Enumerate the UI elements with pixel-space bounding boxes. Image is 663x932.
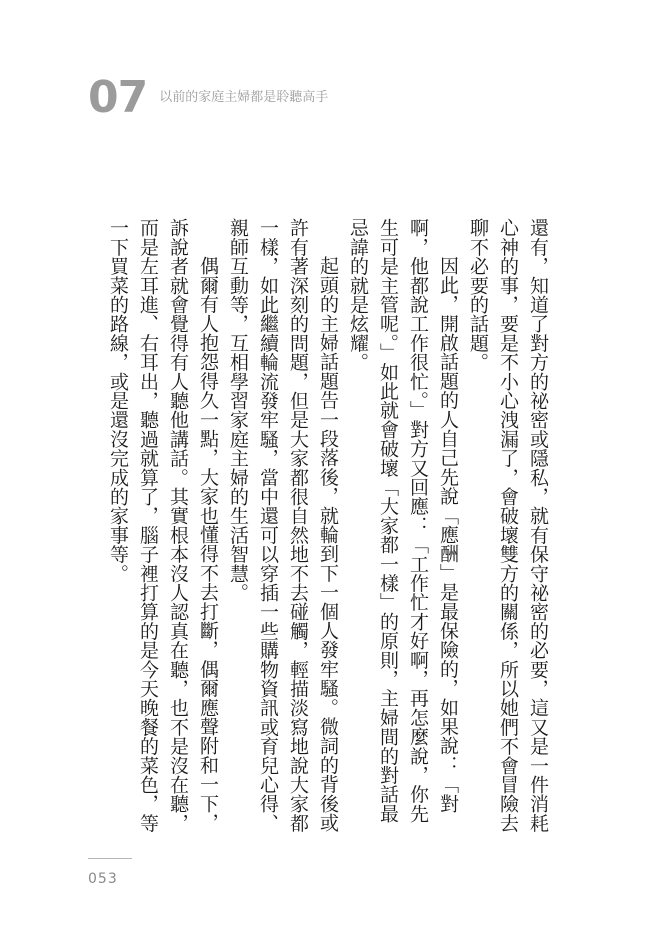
- paragraph: 還有，知道了對方的祕密或隱私，就有保守祕密的必要，這又是一件消耗心神的事，要是不小心洩漏了，會破壞雙方的關係，所以她們不會冒險去聊不必要的話題。: [467, 218, 549, 833]
- chapter-header: [88, 72, 329, 123]
- vertical-body-text: [83, 218, 553, 838]
- chapter-number: 07: [88, 72, 148, 123]
- paragraph: 因此，開啟話題的人自己先說「應酬」是最保險的，如果說：「對啊，他都說工作很忙。」對方又回應：「工作忙才好啊，再怎麼說，你先生可是主管呢。」如此就會破壞「大家都一樣」的原則，主婦間的對話最忌諱的就是炫耀。: [347, 218, 459, 823]
- page-number: 053: [88, 871, 118, 887]
- footer-divider: [88, 858, 132, 859]
- chapter-title: 以前的家庭主婦都是聆聽高手: [159, 90, 329, 105]
- paragraph: 偶爾有人抱怨得久一點，大家也懂得不去打斷，偶爾應聲附和一下，訴說者就會覺得有人聽他講話。其實根本沒人認真在聽，也不是沒在聽，而是左耳進、右耳出，聽過就算了，腦子裡打算的是今天晚餐的菜色，等一下買菜的路線，或是還沒完成的家事等。: [107, 218, 219, 833]
- paragraph: 起頭的主婦話題告一段落後，就輪到下一個人發牢騷。微詞的背後或許有著深刻的問題，但是大家都很自然地不去碰觸，輕描淡寫地說大家都一樣，如此繼續輪流發牢騷，當中還可以穿插一些購物資訊或育兒心得、親師互動等，互相學習家庭主婦的生活智慧。: [227, 218, 339, 833]
